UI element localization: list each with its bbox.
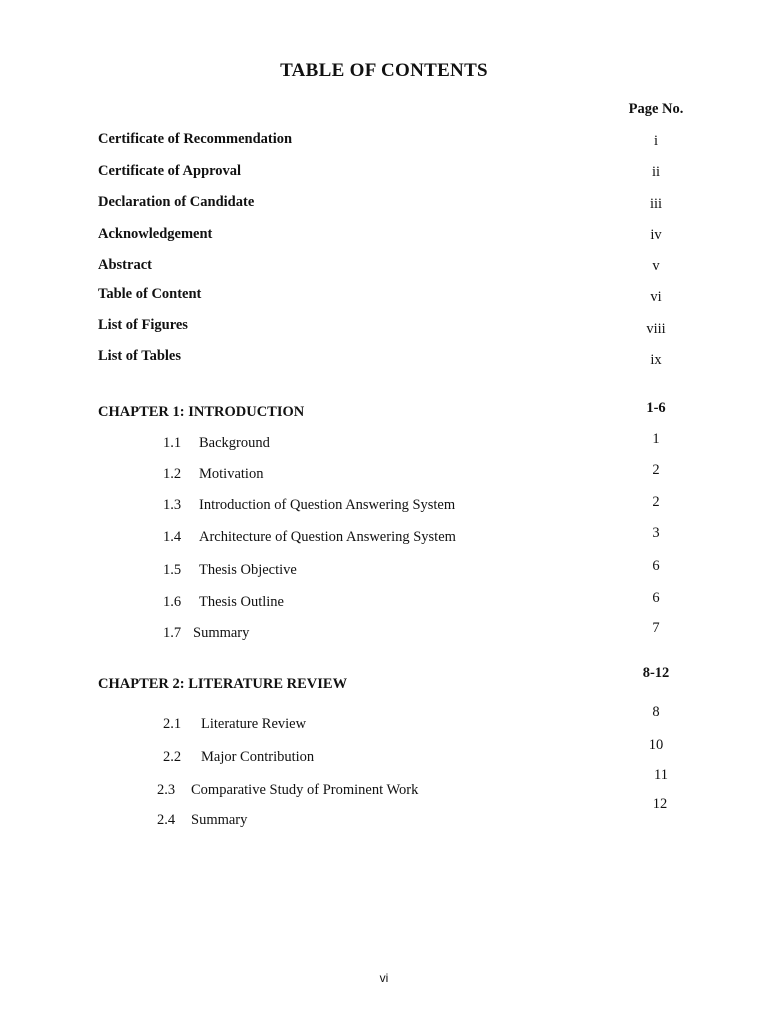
toc-section bbox=[157, 782, 418, 799]
section-label: Architecture of Question Answering System bbox=[199, 529, 456, 545]
section-number: 1.3 bbox=[163, 497, 182, 513]
toc-page-certificate-approval: ii bbox=[651, 164, 661, 180]
toc-chapter-1: CHAPTER 1: INTRODUCTION bbox=[98, 404, 305, 420]
toc-section-page: 10 bbox=[648, 737, 664, 753]
toc-section bbox=[157, 812, 247, 829]
section-label: Introduction of Question Answering System bbox=[199, 497, 456, 513]
toc-section bbox=[163, 625, 249, 642]
section-label: Literature Review bbox=[201, 716, 307, 732]
section-number: 2.1 bbox=[163, 716, 182, 732]
toc-section bbox=[163, 749, 314, 766]
section-label: Background bbox=[199, 435, 270, 451]
toc-entry-declaration: Declaration of Candidate bbox=[98, 194, 255, 210]
section-label: Summary bbox=[191, 812, 248, 828]
section-number: 1.7 bbox=[163, 625, 182, 641]
section-number: 1.2 bbox=[163, 466, 182, 482]
toc-section bbox=[163, 497, 455, 514]
toc-entry-list-of-figures: List of Figures bbox=[98, 317, 188, 333]
page-number-footer: vi bbox=[379, 971, 389, 985]
toc-chapter-2: CHAPTER 2: LITERATURE REVIEW bbox=[98, 676, 348, 692]
section-label: Thesis Objective bbox=[199, 562, 297, 578]
toc-entry-list-of-tables: List of Tables bbox=[98, 348, 181, 364]
toc-page-acknowledgement: iv bbox=[650, 227, 662, 243]
section-label: Comparative Study of Prominent Work bbox=[191, 782, 419, 798]
section-number: 1.1 bbox=[163, 435, 182, 451]
toc-section bbox=[163, 594, 284, 611]
toc-page-list-of-figures: viii bbox=[646, 321, 666, 337]
toc-page-table-of-content: vi bbox=[650, 289, 662, 305]
section-number: 1.6 bbox=[163, 594, 182, 610]
toc-section-page: 7 bbox=[652, 620, 660, 636]
section-label: Major Contribution bbox=[201, 749, 315, 765]
section-number: 2.4 bbox=[157, 812, 176, 828]
page-no-header: Page No. bbox=[628, 101, 684, 117]
toc-page-abstract: v bbox=[652, 258, 660, 274]
toc-page-list-of-tables: ix bbox=[650, 352, 662, 368]
toc-section-page: 3 bbox=[652, 525, 660, 541]
toc-chapter-1-pages: 1-6 bbox=[646, 400, 666, 416]
toc-section bbox=[163, 562, 297, 579]
page-title: TABLE OF CONTENTS bbox=[280, 60, 488, 81]
toc-section-page: 12 bbox=[652, 796, 668, 812]
section-number: 1.4 bbox=[163, 529, 182, 545]
toc-section bbox=[163, 529, 456, 546]
toc-entry-certificate-approval: Certificate of Approval bbox=[98, 163, 242, 179]
toc-section-page: 8 bbox=[652, 704, 660, 720]
toc-page-certificate-recommendation: i bbox=[653, 133, 659, 149]
section-number: 1.5 bbox=[163, 562, 182, 578]
toc-entry-abstract: Abstract bbox=[98, 257, 152, 273]
toc-section-page: 2 bbox=[652, 462, 660, 478]
toc-section-page: 2 bbox=[652, 494, 660, 510]
toc-entry-acknowledgement: Acknowledgement bbox=[98, 226, 213, 242]
toc-section bbox=[163, 466, 263, 483]
toc-section-page: 6 bbox=[652, 590, 660, 606]
toc-section-page: 11 bbox=[654, 767, 668, 783]
toc-section bbox=[163, 716, 306, 733]
section-number: 2.3 bbox=[157, 782, 176, 798]
toc-entry-certificate-recommendation: Certificate of Recommendation bbox=[98, 131, 293, 147]
section-number: 2.2 bbox=[163, 749, 182, 765]
toc-section bbox=[163, 435, 270, 452]
toc-section-page: 6 bbox=[652, 558, 660, 574]
toc-entry-table-of-content: Table of Content bbox=[98, 286, 202, 302]
toc-page-declaration: iii bbox=[649, 196, 663, 212]
toc-chapter-2-pages: 8-12 bbox=[642, 665, 670, 681]
section-label: Thesis Outline bbox=[199, 594, 284, 610]
toc-section-page: 1 bbox=[652, 431, 660, 447]
section-label: Motivation bbox=[199, 466, 264, 482]
section-label: Summary bbox=[193, 625, 250, 641]
